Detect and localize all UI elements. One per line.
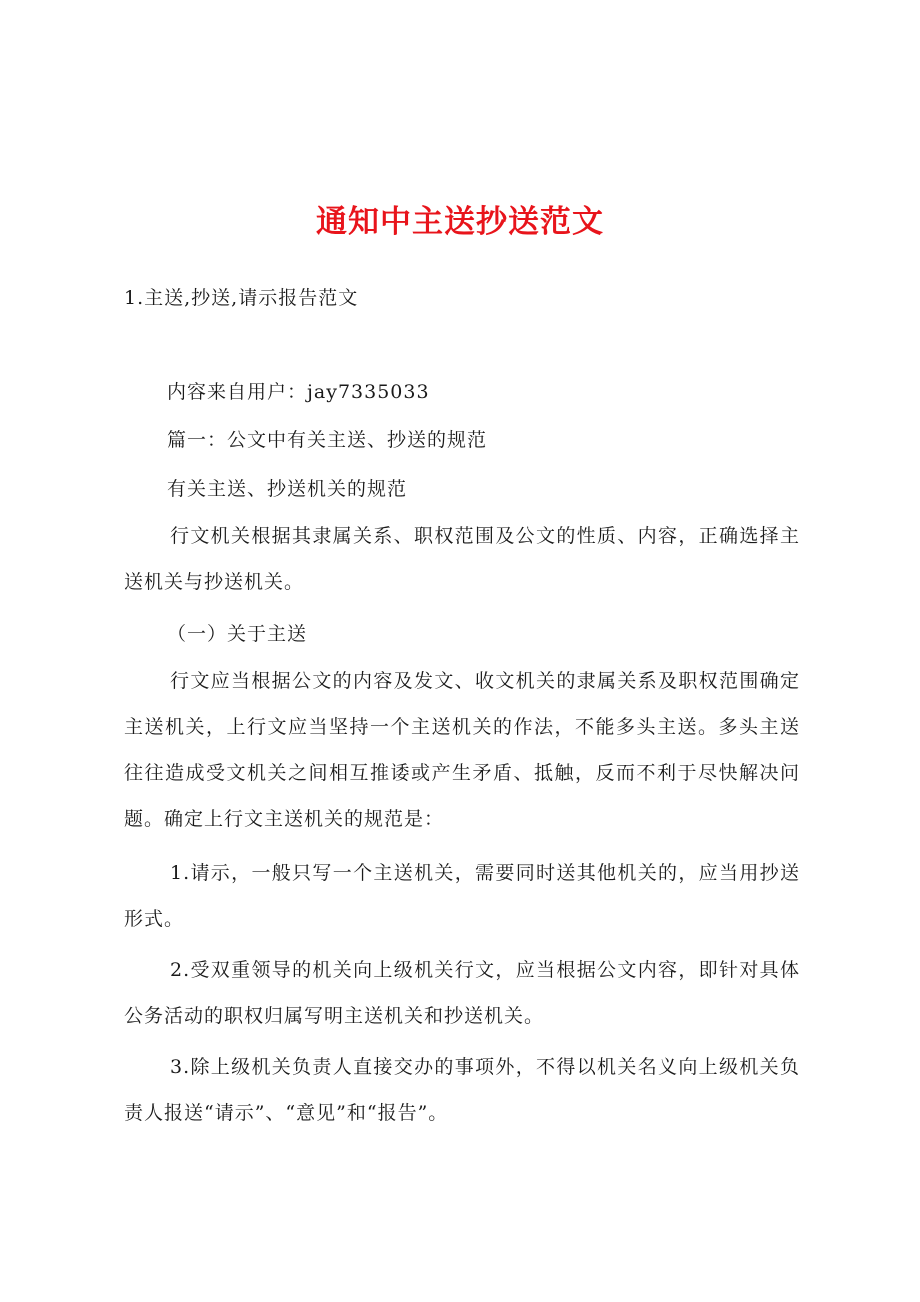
item-2-block bbox=[124, 947, 800, 1039]
item-3-block bbox=[124, 1044, 800, 1136]
list-item: 1.请示，一般只写一个主送机关，需要同时送其他机关的，应当用抄送形式。 bbox=[124, 862, 800, 930]
item-1-block bbox=[124, 850, 800, 942]
intro-paragraph: 行文机关根据其隶属关系、职权范围及公文的性质、内容，正确选择主送机关与抄送机关。 bbox=[124, 525, 800, 593]
section-heading: 1.主送,抄送,请示报告范文 bbox=[124, 287, 359, 309]
main-paragraph-block bbox=[124, 658, 800, 842]
part-title: 篇一：公文中有关主送、抄送的规范 bbox=[167, 429, 488, 451]
source-line: 内容来自用户：jay7335033 bbox=[167, 381, 430, 403]
subtitle: 有关主送、抄送机关的规范 bbox=[167, 478, 408, 500]
main-paragraph: 行文应当根据公文的内容及发文、收文机关的隶属关系及职权范围确定主送机关，上行文应当坚持一个主送机关的作法，不能多头主送。多头主送往往造成受文机关之间相互推诿或产生矛盾、抵触，反而不利于尽快解决问题。确定上行文主送机关的规范是： bbox=[124, 670, 800, 830]
document-title: 通知中主送抄送范文 bbox=[316, 204, 604, 240]
subsection-heading: （一）关于主送 bbox=[167, 623, 308, 645]
intro-paragraph-block bbox=[124, 513, 800, 605]
list-item: 3.除上级机关负责人直接交办的事项外，不得以机关名义向上级机关负责人报送“请示”、“意见”和“报告”。 bbox=[124, 1056, 800, 1124]
list-item: 2.受双重领导的机关向上级机关行文，应当根据公文内容，即针对具体公务活动的职权归属写明主送机关和抄送机关。 bbox=[124, 959, 800, 1027]
